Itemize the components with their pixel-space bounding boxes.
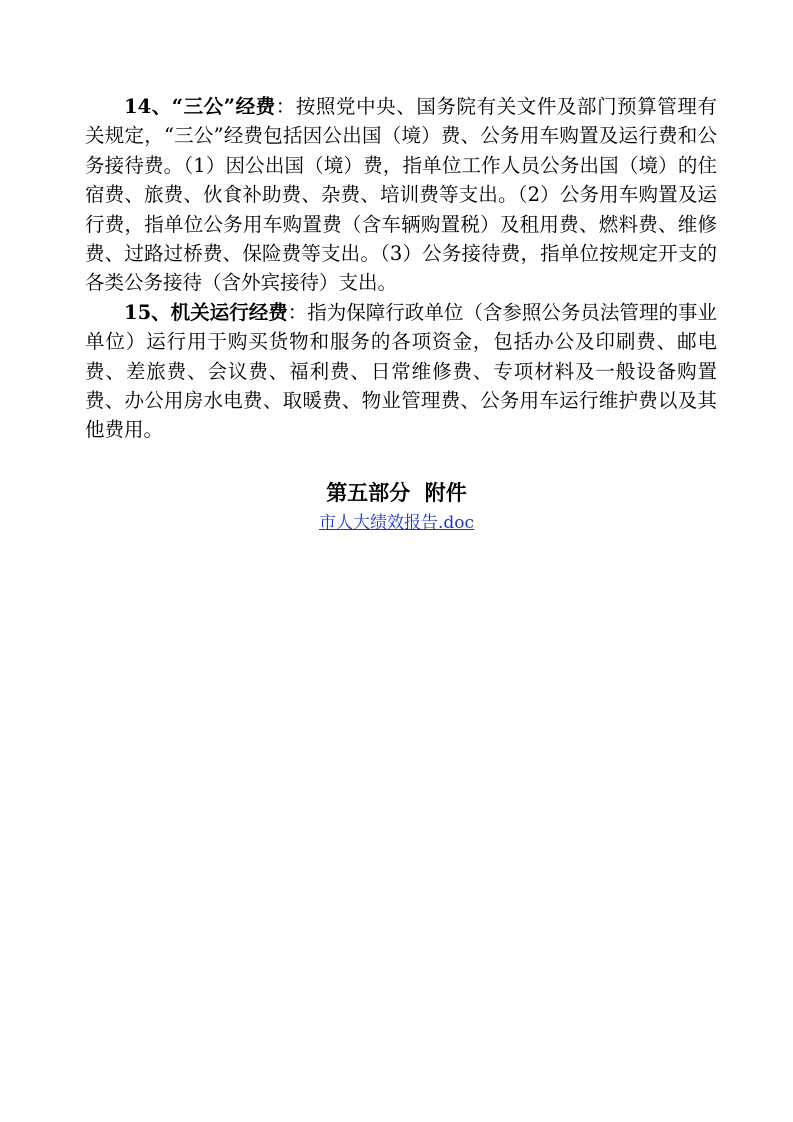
document-body (85, 92, 717, 445)
definition-text: 指为保障行政单位（含参照公务员法管理的事业单位）运行用于购买货物和服务的各项资金，包括办公及印刷费、邮电费、差旅费、会议费、福利费、日常维修费、专项材料及一般设备购置费、办公用房水电费、取暖费、物业管理费、公务用车运行维护费以及其他费用。 (85, 300, 717, 442)
definition-text: 按照党中央、国务院有关文件及部门预算管理有关规定，“三公”经费包括因公出国（境）费、公务用车购置及运行费和公务接待费。（1）因公出国（境）费，指单位工作人员公务出国（境）的住宿费、旅费、伙食补助费、杂费、培训费等支出。（2）公务用车购置及运行费，指单位公务用车购置费（含车辆购置税）及租用费、燃料费、维修费、过路过桥费、保险费等支出。（3）公务接待费，指单位按规定开支的各类公务接待（含外宾接待）支出。 (85, 95, 717, 295)
term-separator: ： (287, 300, 308, 324)
attachment-area (0, 510, 793, 536)
attachment-link[interactable]: 市人大绩效报告.doc (318, 513, 475, 533)
definition-term: 15、机关运行经费 (124, 300, 288, 324)
definition-term: 14、“三公”经费 (124, 95, 276, 118)
section-title (0, 478, 793, 508)
definition-paragraph-15 (85, 298, 717, 445)
term-separator: ： (275, 95, 296, 118)
section-title-text: 第五部分 附件 (326, 480, 467, 505)
definition-paragraph-14 (85, 92, 717, 298)
